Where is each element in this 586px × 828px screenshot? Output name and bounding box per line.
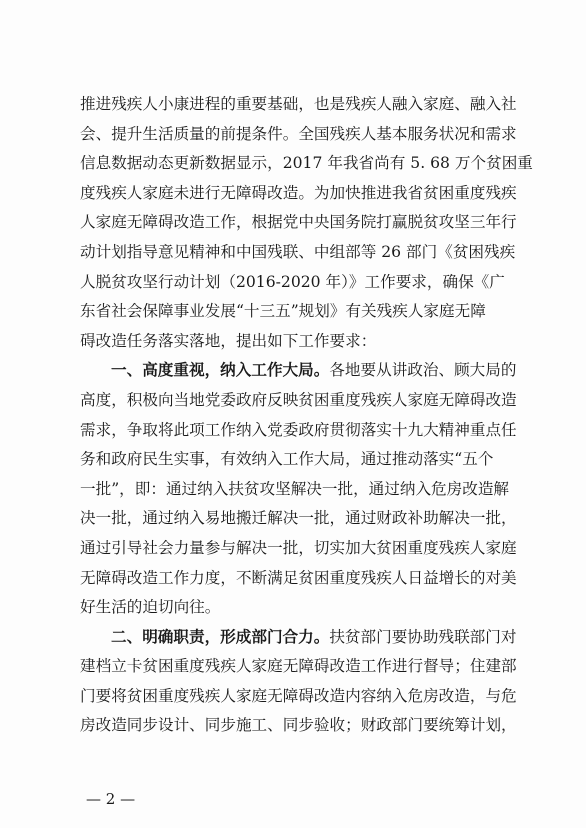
text-line: 动计划指导意见精神和中国残联、中组部等 26 部门《贫困残疾 <box>80 242 516 261</box>
text-line: 务和政府民生实事，有效纳入工作大局，通过推动落实“五个 <box>80 450 494 469</box>
section-heading-line: 二、明确职责，形成部门合力。扶贫部门要协助残联部门对 <box>80 623 538 653</box>
text-line: 碍改造任务落实落地，提出如下工作要求： <box>80 331 377 350</box>
section-heading: 一、高度重视，纳入工作大局。 <box>111 361 330 380</box>
text-line: 好生活的迫切向往。 <box>80 598 221 617</box>
text-line: 推进残疾人小康进程的重要基础，也是残疾人融入家庭、融入社 <box>80 95 517 113</box>
text-line: 东省社会保障事业发展“十三五”规划》有关残疾人家庭无障 <box>80 302 486 321</box>
text-line: 建档立卡贫困重度残疾人家庭无障碍改造工作进行督导；住建部 <box>80 657 517 676</box>
text-line: 人脱贫攻坚行动计划（2016-2020 年）》工作要求，确保《广 <box>80 272 505 291</box>
text-line: 决一批，通过纳入易地搬迁解决一批，通过财政补助解决一批， <box>80 509 517 528</box>
text-line: 人家庭无障碍改造工作，根据党中央国务院打赢脱贫攻坚三年行 <box>80 213 517 232</box>
body-text <box>80 90 538 741</box>
text-line: 无障碍改造工作力度，不断满足贫困重度残疾人日益增长的对美 <box>80 568 517 587</box>
text-line: 需求，争取将此项工作纳入党委政府贯彻落实十九大精神重点任 <box>80 420 517 439</box>
text-line: 门要将贫困重度残疾人家庭无障碍改造内容纳入危房改造，与危 <box>80 686 517 705</box>
text-line: 会、提升生活质量的前提条件。全国残疾人基本服务状况和需求 <box>80 124 517 143</box>
text-line: 信息数据动态更新数据显示，2017 年我省尚有 5. 68 万个贫困重 <box>80 154 533 173</box>
text-line: 高度，积极向当地党委政府反映贫困重度残疾人家庭无障碍改造 <box>80 390 517 409</box>
text-line: 通过引导社会力量参与解决一批，切实加大贫困重度残疾人家庭 <box>80 538 517 557</box>
text-line: 房改造同步设计、同步施工、同步验收；财政部门要统筹计划， <box>80 716 517 735</box>
section-heading: 二、明确职责，形成部门合力。 <box>111 627 330 646</box>
text-line: 一批”，即：通过纳入扶贫攻坚解决一批，通过纳入危房改造解 <box>80 479 510 498</box>
text-line: 度残疾人家庭未进行无障碍改造。为加快推进我省贫困重度残疾 <box>80 183 517 202</box>
section-heading-line: 一、高度重视，纳入工作大局。各地要从讲政治、顾大局的 <box>80 356 538 386</box>
page-number: — 2 — <box>86 790 136 808</box>
